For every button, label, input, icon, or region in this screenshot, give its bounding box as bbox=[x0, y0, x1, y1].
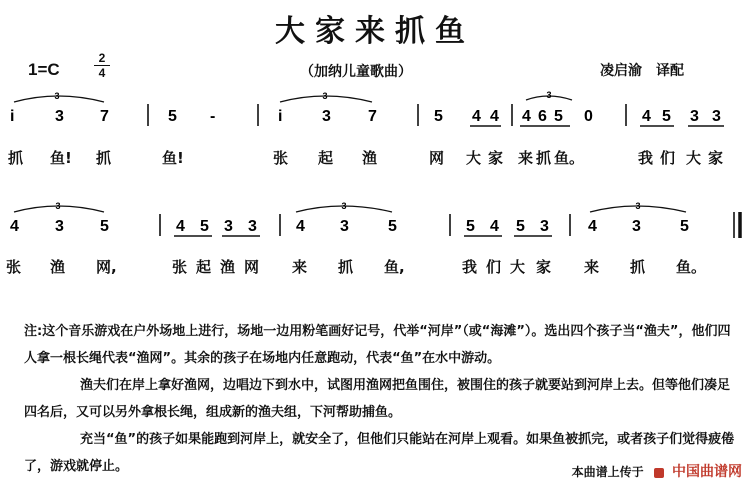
staff-2-svg bbox=[0, 200, 750, 250]
note: 3 bbox=[248, 218, 257, 235]
lyric-word: 网, bbox=[96, 258, 117, 276]
time-signature-bottom: 4 bbox=[98, 66, 106, 80]
note: i bbox=[10, 108, 15, 125]
note: 5 bbox=[680, 218, 689, 235]
lyric-word: 张 bbox=[273, 149, 289, 167]
notes-paragraph-3: 充当“鱼”的孩子如果能跑到河岸上，就安全了，但他们只能站在河岸上观看。如果鱼被抓完，或者孩子们觉得疲倦了，游戏就停止。 bbox=[24, 432, 735, 474]
lyric-word: 抓 bbox=[630, 258, 646, 276]
note: i bbox=[278, 108, 283, 125]
lyric-word: 鱼! bbox=[50, 149, 72, 167]
staff-line-1 bbox=[0, 90, 750, 140]
note: 7 bbox=[368, 108, 377, 125]
lyric-word: 家 bbox=[536, 258, 552, 276]
arranger-credit: 凌启渝 译配 bbox=[600, 63, 684, 79]
lyric-word: 网 bbox=[429, 149, 445, 167]
lyric-word: 鱼。 bbox=[554, 149, 585, 167]
time-signature bbox=[94, 52, 110, 79]
note: 5 bbox=[100, 218, 109, 235]
triplet-mark: 3 bbox=[546, 90, 552, 100]
lyric-word: 大 bbox=[466, 149, 482, 167]
lyric-word: 起 bbox=[196, 258, 212, 276]
song-title: 大家来抓鱼 bbox=[275, 14, 475, 49]
note: 3 bbox=[690, 108, 699, 125]
triplet-mark: 3 bbox=[635, 201, 641, 211]
performance-notes bbox=[24, 318, 736, 480]
note: 4 bbox=[296, 218, 305, 235]
lyric-word: 家 bbox=[708, 149, 724, 167]
lyric-word: 来 bbox=[584, 258, 600, 276]
lyric-word: 张 bbox=[6, 258, 22, 276]
note: 5 bbox=[168, 108, 177, 125]
lyric-word: 抓 bbox=[8, 149, 24, 167]
note: 3 bbox=[55, 218, 64, 235]
lyric-word: 网 bbox=[244, 258, 260, 276]
note: 0 bbox=[584, 108, 593, 125]
note: 7 bbox=[100, 108, 109, 125]
upload-credit bbox=[568, 461, 742, 481]
notes-text-1: 这个音乐游戏在户外场地上进行，场地一边用粉笔画好记号，代举“河岸”（或“海滩”）。选出四个孩子当“渔夫”，他们四人拿一根长绳代表“渔网”。其余的孩子在场地内任意跑动，代表“鱼”在水中游动。 bbox=[24, 324, 731, 366]
site-name[interactable]: 中国曲谱网 bbox=[672, 464, 742, 480]
note: 3 bbox=[322, 108, 331, 125]
note: 3 bbox=[712, 108, 721, 125]
lyric-word: 来 bbox=[518, 149, 534, 167]
upload-credit-text: 本曲谱上传于 bbox=[571, 465, 644, 479]
note: 6 bbox=[538, 108, 547, 125]
time-signature-top: 2 bbox=[98, 51, 106, 65]
note: 4 bbox=[522, 108, 531, 125]
note: 5 bbox=[200, 218, 209, 235]
lyric-word: 张 bbox=[172, 258, 188, 276]
triplet-mark: 3 bbox=[54, 91, 60, 101]
lyric-word: 渔 bbox=[50, 258, 66, 276]
lyric-word: 大 bbox=[686, 149, 702, 167]
lyric-word: 鱼! bbox=[162, 149, 184, 167]
triplet-mark: 3 bbox=[322, 91, 328, 101]
staff-1-svg bbox=[0, 90, 750, 140]
note: 5 bbox=[388, 218, 397, 235]
note: 5 bbox=[466, 218, 475, 235]
lyric-word: 鱼, bbox=[384, 258, 405, 276]
lyric-word: 大 bbox=[510, 258, 526, 276]
key-signature: 1=C bbox=[28, 60, 60, 79]
subtitle: （加纳儿童歌曲） bbox=[300, 64, 412, 80]
note: 5 bbox=[434, 108, 443, 125]
note: 4 bbox=[588, 218, 597, 235]
note: 4 bbox=[176, 218, 185, 235]
note: 3 bbox=[340, 218, 349, 235]
lyric-word: 我 bbox=[462, 258, 478, 276]
note: 4 bbox=[10, 218, 19, 235]
staff-line-2 bbox=[0, 200, 750, 250]
note: - bbox=[210, 108, 216, 125]
note: 4 bbox=[490, 108, 499, 125]
note: 5 bbox=[516, 218, 525, 235]
site-logo-icon bbox=[654, 468, 664, 478]
note: 5 bbox=[554, 108, 563, 125]
note: 4 bbox=[472, 108, 481, 125]
lyric-word: 们 bbox=[660, 149, 676, 167]
note: 4 bbox=[642, 108, 651, 125]
notes-label: 注: bbox=[24, 324, 43, 339]
note: 3 bbox=[540, 218, 549, 235]
lyric-word: 抓 bbox=[536, 149, 552, 167]
note: 3 bbox=[224, 218, 233, 235]
lyric-word: 抓 bbox=[338, 258, 354, 276]
triplet-mark: 3 bbox=[55, 201, 61, 211]
lyric-word: 来 bbox=[292, 258, 308, 276]
lyric-word: 抓 bbox=[96, 149, 112, 167]
lyric-word: 起 bbox=[318, 149, 334, 167]
triplet-mark: 3 bbox=[341, 201, 347, 211]
notes-paragraph-2: 渔夫们在岸上拿好渔网，边唱边下到水中，试图用渔网把鱼围住，被围住的孩子就要站到河岸上去。但等他们凑足四名后，又可以另外拿根长绳，组成新的渔夫组，下河帮助捕鱼。 bbox=[24, 378, 731, 420]
lyric-word: 家 bbox=[488, 149, 504, 167]
lyric-word: 渔 bbox=[220, 258, 236, 276]
note: 5 bbox=[662, 108, 671, 125]
note: 3 bbox=[55, 108, 64, 125]
lyric-word: 我 bbox=[638, 149, 654, 167]
note: 3 bbox=[632, 218, 641, 235]
notes-paragraph-1 bbox=[24, 318, 736, 372]
note: 4 bbox=[490, 218, 499, 235]
lyric-word: 渔 bbox=[362, 149, 378, 167]
lyric-word: 们 bbox=[486, 258, 502, 276]
lyric-word: 鱼。 bbox=[676, 258, 707, 276]
